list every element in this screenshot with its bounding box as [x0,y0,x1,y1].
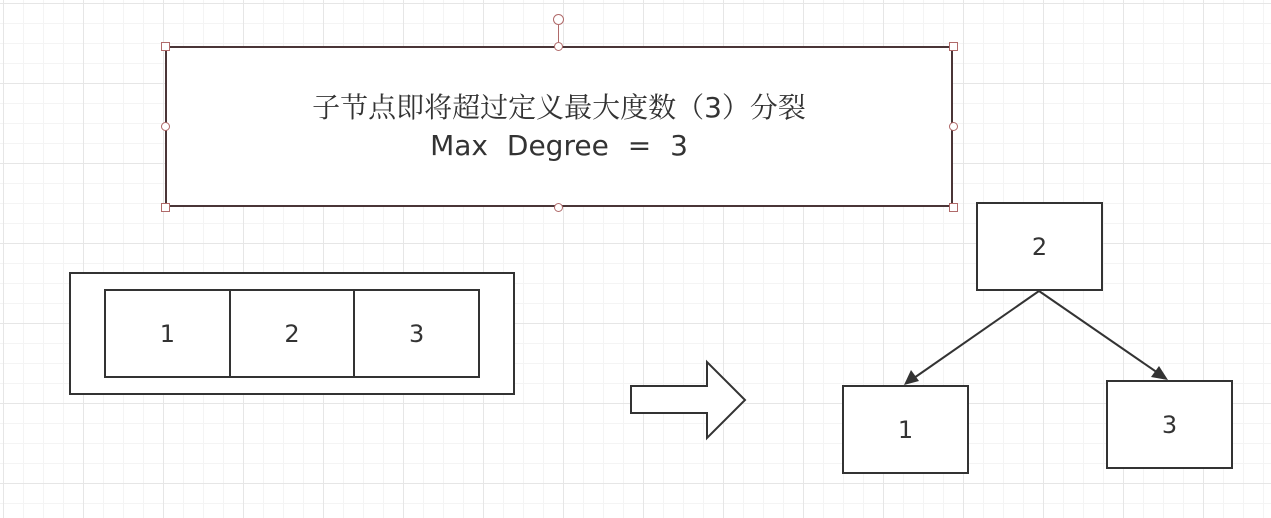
title-line-chinese: 子节点即将超过定义最大度数（3）分裂 [312,90,806,124]
edge-root-to-left[interactable] [904,291,1039,385]
right-arrow-icon[interactable] [631,362,745,438]
tree-node-right[interactable]: 3 [1106,380,1233,469]
tree-node-left[interactable]: 1 [842,385,969,474]
tree-node-root[interactable]: 2 [976,202,1103,291]
key-cell-1[interactable]: 1 [159,319,175,348]
key-cell-2[interactable]: 2 [229,291,354,376]
edge-root-to-right[interactable] [1039,291,1168,380]
title-line-max-degree: Max Degree = 3 [430,128,688,162]
key-cell-3[interactable]: 3 [353,291,478,376]
